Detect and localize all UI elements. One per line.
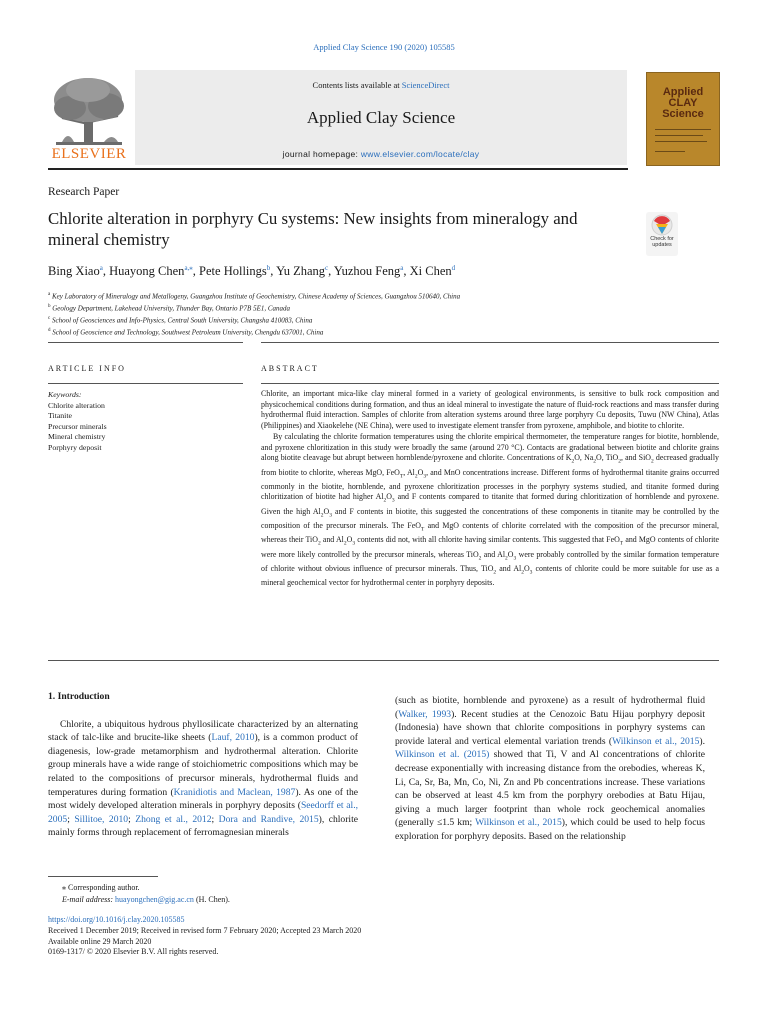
- check-for-updates-icon[interactable]: [646, 212, 678, 256]
- copyright: 0169-1317/ © 2020 Elsevier B.V. All rights reserved.: [48, 947, 219, 957]
- author-name: Xi Chen: [409, 264, 452, 279]
- citation-link[interactable]: Lauf, 2010: [211, 732, 255, 744]
- abstract-paragraph-1: Chlorite, an important mica-like clay mineral formed in a variety of geological environments, is sensitive to bulk rock composition and physicochemical conditions during formation, and thus an ideal mineral to investigate the nature of fluid-rock reactions and mass transfer during hydrothermal fluid interaction. Samples of chlorite from alteration systems around three large porphyry Cu deposits, Tuwu (NW China), Atlas (Philippines) and Xiaokelehe (NE China), were used to investigate element transfer from pyroxene, amphibole, and biotite to chlorite.: [261, 389, 719, 431]
- keyword: Porphyry deposit: [48, 442, 102, 452]
- citation-link[interactable]: Wilkinson et al., 2015: [475, 817, 562, 829]
- keywords-label: Keywords:: [48, 390, 82, 399]
- body-paragraph: (such as biotite, hornblende and pyroxene) as a result of hydrothermal fluid (Walker, 1993). Recent studies at the Cenozoic Batu Hijau porphyry deposit (Indonesia) have shown that chlorite compositions in porphyry systems can provide lateral and vertical elemental variation trends (Wilkinson et al., 2015). Wilkinson et al. (2015) showed that Ti, V and Al concentrations of chlorite decrease exponentially with increasing distance from the orebodies, whereas K, Li, Ca, Sr, Ba, Mn, Co, Ni, Zn and Pb concentrations increase. These variations can be observed at least 4.5 km from the porphyry orebodies at Batu Hijau, giving a much larger footprint than whole rock geochemical anomalies (generally ≤1.5 km; Wilkinson et al., 2015), which could be used to help focus exploration for porphyry deposits. Based on the relationship: [395, 695, 706, 842]
- divider: [48, 342, 243, 343]
- keyword: Titanite: [48, 411, 72, 421]
- paper-type: Research Paper: [48, 186, 120, 198]
- email-suffix: (H. Chen).: [193, 894, 230, 904]
- check-for-updates-label: Check for updates: [650, 236, 674, 248]
- affiliation-line: $^a$ Key Laboratory of Mineralogy and Metallogeny, Guangzhou Institute of Geochemistry, Chinese Academy of Sciences, Guangzhou 510640, China: [48, 292, 461, 301]
- keywords-list: [48, 401, 243, 454]
- homepage-prefix: journal homepage:: [282, 149, 361, 159]
- keyword: Chlorite alteration: [48, 400, 105, 410]
- affiliation-mark[interactable]: b: [266, 264, 271, 272]
- affiliation-mark[interactable]: a: [99, 264, 103, 272]
- author-name: Yu Zhang: [276, 264, 326, 279]
- abstract-text: [261, 389, 719, 589]
- affiliation-mark: d: [48, 327, 51, 333]
- doi-link[interactable]: https://doi.org/10.1016/j.clay.2020.105585: [48, 915, 185, 924]
- citation-link[interactable]: Sillitoe, 2010: [74, 813, 129, 825]
- contents-prefix: Contents lists available at: [312, 80, 402, 90]
- sciencedirect-link[interactable]: ScienceDirect: [401, 80, 450, 90]
- header-rule: [48, 168, 628, 170]
- divider: [48, 660, 719, 661]
- affiliation-mark[interactable]: a,⁎: [184, 264, 193, 272]
- author-name: Yuzhou Feng: [333, 264, 401, 279]
- affiliation-mark: c: [48, 315, 51, 321]
- article-info-heading: ARTICLE INFO: [48, 364, 126, 373]
- elsevier-logo-text: ELSEVIER: [51, 146, 127, 162]
- contents-line: [135, 80, 627, 90]
- author-list: Bing Xiao$^a$, Huayong Chen$^{a,⁎}$, Pete Hollings$^b$, Yu Zhang$^c$, Yuzhou Feng$^a$, Xi Chen$^d$: [48, 264, 456, 279]
- citation-link[interactable]: Zhong et al., 2012: [135, 813, 212, 825]
- body-paragraph: Chlorite, a ubiquitous hydrous phyllosilicate characterized by an alternating stack of talc-like and brucite-like sheets (Lauf, 2010), is a common product of diagenesis, low-grade metamorphism and hydrothermal alteration. Chlorite group minerals have a wide range of stoichiometric compositions which may be related to the compositions of precursor minerals, hydrothermal fluids and temperatures during formation (Kranidiotis and Maclean, 1987). As one of the most widely developed alteration minerals in porphyry deposits (Seedorff et al., 2005; Sillitoe, 2010; Zhong et al., 2012; Dora and Randive, 2015), chlorite mainly forms through replacement of ferromagnesian minerals: [48, 718, 359, 839]
- footnote-rule: [48, 876, 158, 877]
- available-online: Available online 29 March 2020: [48, 936, 152, 946]
- abstract-heading: ABSTRACT: [261, 364, 319, 373]
- email-link[interactable]: huayongchen@gig.ac.cn: [115, 894, 194, 904]
- keywords-block: [48, 390, 243, 454]
- cover-title: Applied CLAY Science: [662, 86, 704, 120]
- affiliations: [48, 290, 718, 338]
- article-history: Received 1 December 2019; Received in revised form 7 February 2020; Accepted 23 March 2020: [48, 925, 362, 935]
- author-name: Huayong Chen: [109, 264, 185, 279]
- citation-link[interactable]: Walker, 1993: [398, 708, 452, 720]
- keyword: Mineral chemistry: [48, 432, 106, 442]
- affiliation-line: $^b$ Geology Department, Lakehead University, Thunder Bay, Ontario P7B 5E1, Canada: [48, 303, 291, 313]
- body-column-left: [48, 690, 358, 840]
- email-label: E-mail address:: [62, 894, 116, 904]
- author-name: Pete Hollings: [199, 264, 267, 279]
- affiliation-line: $^c$ School of Geosciences and Info-Physics, Central South University, Changsha 410083, China: [48, 315, 313, 325]
- email-line: [62, 894, 230, 906]
- journal-citation[interactable]: Applied Clay Science 190 (2020) 105585: [313, 42, 455, 52]
- affiliation-mark[interactable]: d: [451, 264, 456, 272]
- abstract-paragraph-2: By calculating the chlorite formation temperatures using the chlorite empirical thermometer, the temperature ranges for biotite, hornblende, and pyroxene chloritization in this study were broadly the same (around 270 °C). Contacts are gradational between biotite and chlorite grains along biotite cleavage but abrupt between hornblende/pyroxene and chlorite. Concentrations of $K_2O$, $Na_2O$, TiO$_2$, and SiO$_2$ decreased gradually from biotite to chlorite, whereas MgO, FeO$_T$, $Al_2O_3$, and MnO concentrations increase. Different forms of hydrothermal titanite grains occurred commonly in the biotite, hornblende, and pyroxene chloritization processes in the porphyry systems studied, and titanite formed during chloritization of biotite had higher $Al_2O_3$ and F contents compared to titanite that formed during chloritization of hornblende and pyroxene. Given the high $Al_2O_3$ and F contents in biotite, this suggested the concentrations of these components in titanite may be controlled by the composition of the precursor minerals. The FeO$_T$ and MgO contents of chlorite correlated with the composition of the precursor mineral, whereas their TiO$_2$ and $Al_2O_3$ contents did not, with all chlorite having similar contents. This suggested that FeO$_T$ and MgO contents of chlorite were more likely controlled by the precursor minerals, whereas TiO$_2$ and $Al_2O_3$ were probably controlled by the similar formation temperature of chlorite without obvious influence of precursor minerals. Thus, TiO$_2$ and $Al_2O_3$ contents of chlorite could be more suitable for use as a mineral geochemical vector for hydrothermal center in porphyry deposits.: [261, 431, 720, 588]
- affiliation-line: $^d$ School of Geoscience and Technology, Southwest Petroleum University, Chengdu 637001, China: [48, 327, 324, 337]
- section-heading-introduction: 1. Introduction: [48, 691, 110, 702]
- citation-link[interactable]: Dora and Randive, 2015: [218, 813, 319, 825]
- divider: [261, 342, 719, 343]
- citation-link[interactable]: Wilkinson et al., 2015: [612, 735, 700, 747]
- footnote: [62, 882, 230, 905]
- affiliation-mark[interactable]: a: [400, 264, 404, 272]
- homepage-line: [135, 149, 627, 159]
- citation-link[interactable]: Kranidiotis and Maclean, 1987: [173, 786, 296, 798]
- article-footer: [48, 915, 361, 958]
- journal-title: Applied Clay Science: [306, 108, 456, 127]
- divider: [48, 383, 243, 384]
- affiliation-mark: b: [48, 303, 51, 309]
- author-name: Bing Xiao: [48, 264, 100, 279]
- paper-title: Chlorite alteration in porphyry Cu systems: New insights from mineralogy and mineral chemistry: [48, 209, 578, 249]
- affiliation-mark: a: [48, 292, 51, 297]
- affiliation-mark[interactable]: c: [325, 264, 329, 272]
- divider: [261, 383, 719, 384]
- keyword: Precursor minerals: [48, 421, 107, 431]
- citation-link[interactable]: Wilkinson et al. (2015): [395, 749, 490, 761]
- journal-cover-image[interactable]: [646, 72, 720, 166]
- body-column-right: [395, 694, 705, 844]
- homepage-link[interactable]: www.elsevier.com/locate/clay: [360, 149, 480, 159]
- corresponding-author-note: ⁎ Corresponding author.: [62, 883, 140, 892]
- citation-link[interactable]: Seedorff et al., 2005: [48, 800, 358, 825]
